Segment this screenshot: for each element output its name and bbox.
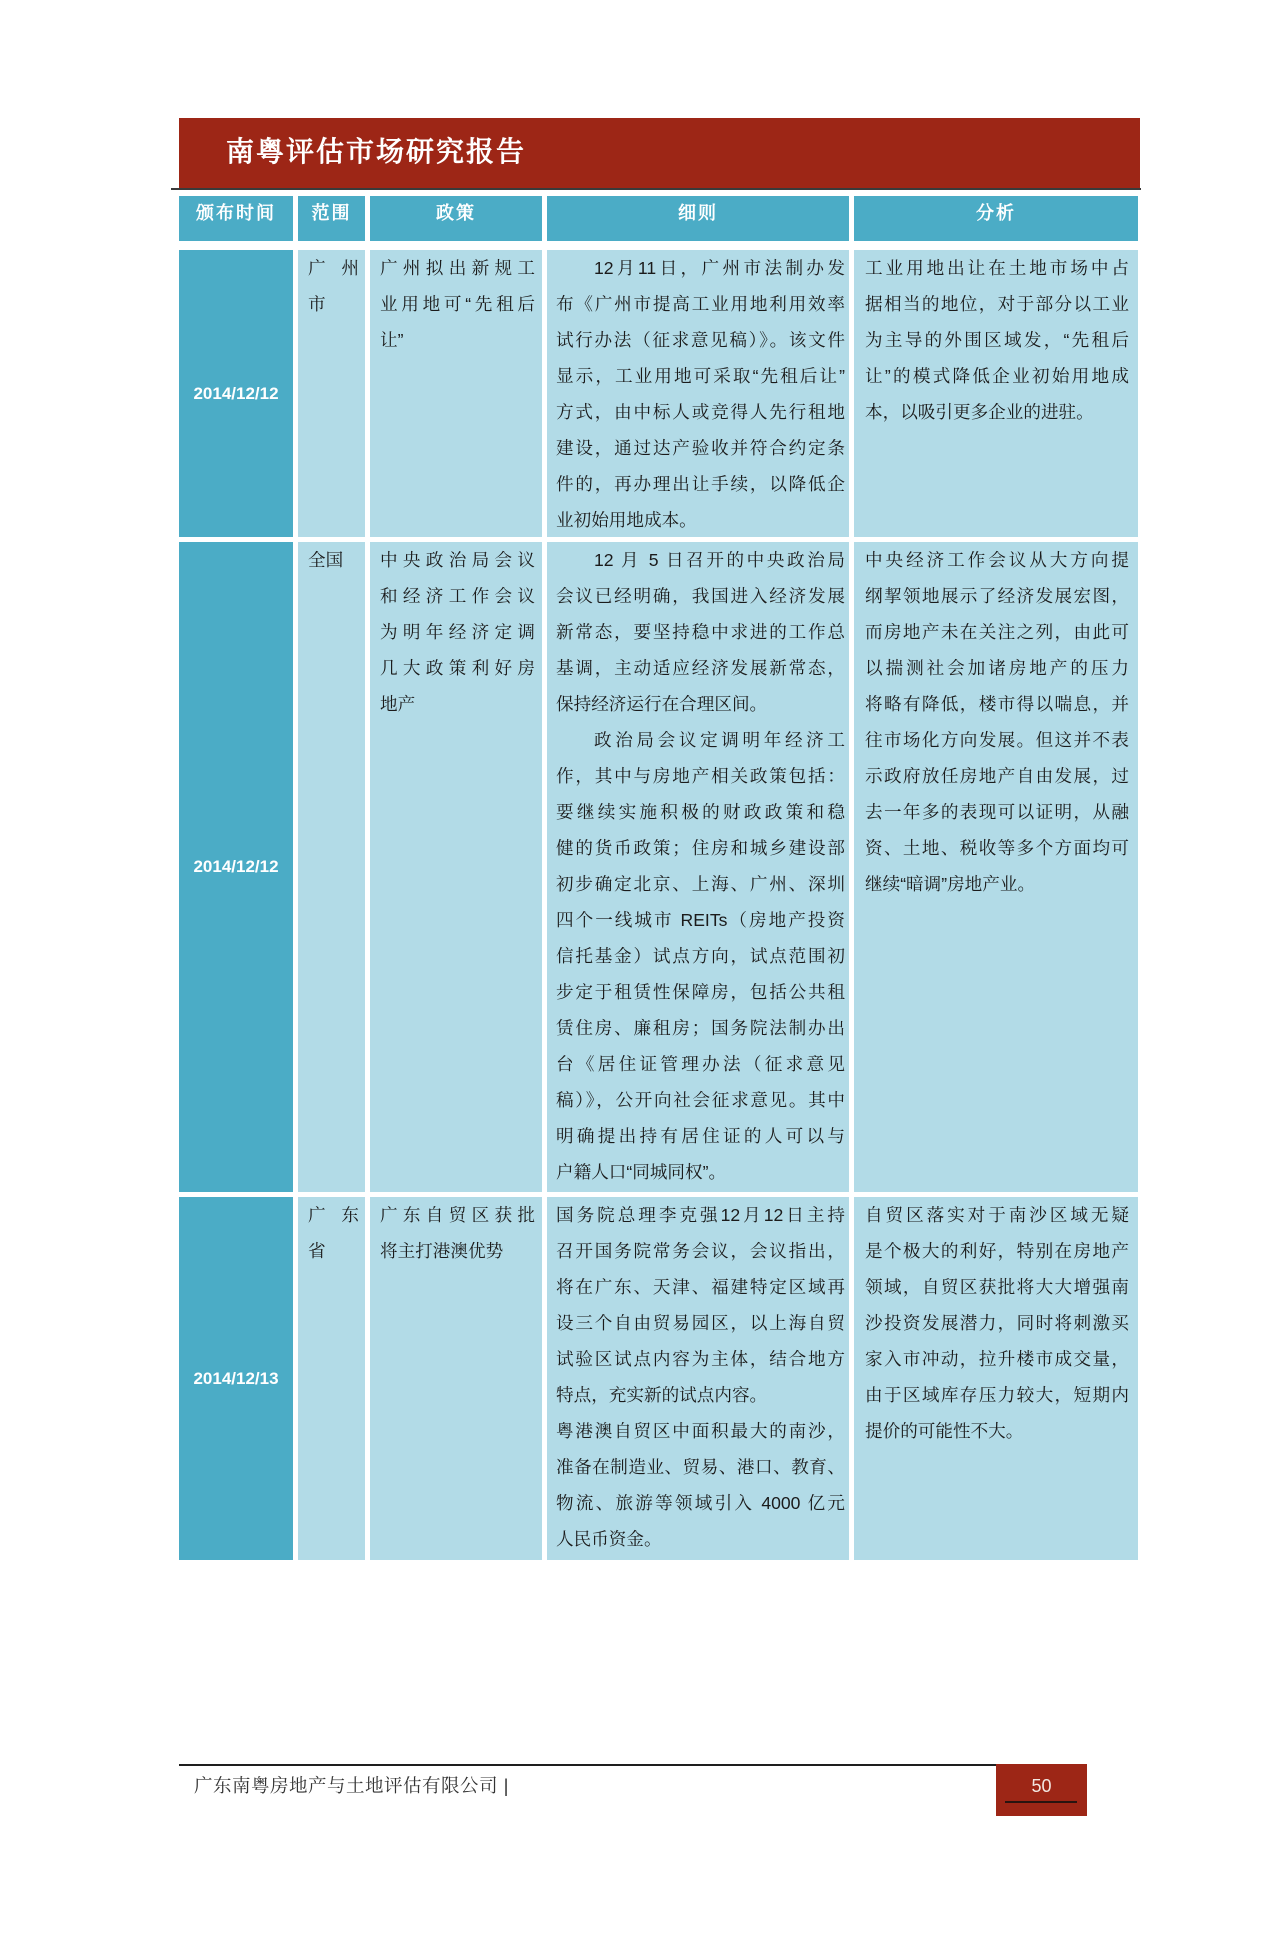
policy-cell xyxy=(370,250,542,537)
policy-cell xyxy=(370,1197,542,1560)
text-line: 试行办法（征求意见稿）》。该文件 xyxy=(556,330,845,350)
page-number-box xyxy=(996,1764,1087,1816)
scope-text xyxy=(308,250,359,322)
detail-paragraph xyxy=(556,1197,845,1413)
text-line: 件的，再办理出让手续，以降低企 xyxy=(556,474,845,494)
text-line: 广州 xyxy=(308,258,359,278)
text-line: 让” xyxy=(380,330,404,350)
detail-paragraph xyxy=(556,542,845,722)
text-line: 示政府放任房地产自由发展，过 xyxy=(865,766,1129,786)
text-line: 健的货币政策；住房和城乡建设部 xyxy=(556,838,845,858)
text-line: 和经济工作会议 xyxy=(380,586,535,606)
text-line: 将在广东、天津、福建特定区域再 xyxy=(556,1277,845,1297)
text-line: 粤港澳自贸区中面积最大的南沙， xyxy=(556,1421,845,1441)
policy-cell xyxy=(370,542,542,1192)
text-line: 保持经济运行在合理区间。 xyxy=(556,694,768,714)
analysis-cell xyxy=(854,1197,1138,1560)
date-cell xyxy=(179,542,293,1192)
column-header-date: 颁布时间 xyxy=(179,196,293,241)
text-line: 为明年经济定调 xyxy=(380,622,535,642)
header-rule xyxy=(171,188,1141,190)
text-line: 让”的模式降低企业初始用地成 xyxy=(865,366,1129,386)
text-line: 工业用地出让在土地市场中占 xyxy=(865,258,1129,278)
text-line: 准备在制造业、贸易、港口、教育、 xyxy=(556,1457,845,1477)
text-line: 物流、旅游等领域引入 4000 亿元 xyxy=(556,1493,845,1513)
date-text: 2014/12/12 xyxy=(193,383,279,403)
column-header-analysis: 分析 xyxy=(854,196,1138,241)
text-line: 要继续实施积极的财政政策和稳 xyxy=(556,802,845,822)
text-line: 省 xyxy=(308,1241,326,1261)
text-line: 而房地产未在关注之列，由此可 xyxy=(865,622,1129,642)
text-line: 稿）》，公开向社会征求意见。其中 xyxy=(556,1090,845,1110)
scope-text xyxy=(308,1197,359,1269)
detail-paragraph xyxy=(556,1413,845,1557)
table-row xyxy=(179,542,1138,1192)
text-line: 建设，通过达产验收并符合约定条 xyxy=(556,438,845,458)
analysis-cell xyxy=(854,542,1138,1192)
text-line: 基调，主动适应经济发展新常态， xyxy=(556,658,845,678)
footer-rule xyxy=(179,1764,996,1766)
text-line: 业用地可“先租后 xyxy=(380,294,535,314)
text-line: 家入市冲动，拉升楼市成交量， xyxy=(865,1349,1129,1369)
date-cell xyxy=(179,1197,293,1560)
text-line: 地产 xyxy=(380,694,416,714)
text-line: 12月11日，广州市法制办发 xyxy=(594,258,845,278)
text-line: 户籍人口“同城同权”。 xyxy=(556,1162,727,1182)
scope-cell xyxy=(298,1197,365,1560)
column-header-policy: 政策 xyxy=(370,196,542,241)
text-line: 台《居住证管理办法（征求意见 xyxy=(556,1054,845,1074)
text-line: 中央经济工作会议从大方向提 xyxy=(865,550,1129,570)
policy-text xyxy=(380,542,535,722)
text-line: 政治局会议定调明年经济工 xyxy=(594,730,845,750)
date-cell xyxy=(179,250,293,537)
detail-cell xyxy=(547,250,849,537)
table-row xyxy=(179,1197,1138,1560)
text-line: 继续“暗调”房地产业。 xyxy=(865,874,1036,894)
column-header-scope: 范围 xyxy=(298,196,365,241)
text-line: 布《广州市提高工业用地利用效率 xyxy=(556,294,845,314)
scope-text xyxy=(308,542,359,578)
text-line: 赁住房、廉租房；国务院法制办出 xyxy=(556,1018,845,1038)
analysis-cell xyxy=(854,250,1138,537)
text-line: 纲挈领地展示了经济发展宏图， xyxy=(865,586,1129,606)
detail-paragraph xyxy=(556,250,845,538)
text-line: 沙投资发展潜力，同时将刺激买 xyxy=(865,1313,1129,1333)
text-line: 广东自贸区获批 xyxy=(380,1205,535,1225)
text-line: 是个极大的利好，特别在房地产 xyxy=(865,1241,1129,1261)
text-line: 本，以吸引更多企业的进驻。 xyxy=(865,402,1094,422)
detail-cell xyxy=(547,542,849,1192)
text-line: 作，其中与房地产相关政策包括： xyxy=(556,766,845,786)
report-title: 南粤评估市场研究报告 xyxy=(226,136,527,167)
scope-cell xyxy=(298,250,365,537)
text-line: 国务院总理李克强12月12日主持 xyxy=(556,1205,845,1225)
policy-table xyxy=(179,196,1138,1560)
detail-cell xyxy=(547,1197,849,1560)
text-line: 领域，自贸区获批将大大增强南 xyxy=(865,1277,1129,1297)
text-line: 为主导的外围区域发，“先租后 xyxy=(865,330,1129,350)
date-text: 2014/12/12 xyxy=(193,857,279,876)
text-line: 试验区试点内容为主体，结合地方 xyxy=(556,1349,845,1369)
policy-text xyxy=(380,250,535,358)
text-line: 资、土地、税收等多个方面均可 xyxy=(865,838,1129,858)
text-line: 自贸区落实对于南沙区域无疑 xyxy=(865,1205,1129,1225)
text-line: 人民币资金。 xyxy=(556,1529,662,1549)
analysis-text xyxy=(865,542,1129,902)
analysis-text xyxy=(865,250,1129,430)
text-line: 将主打港澳优势 xyxy=(380,1241,504,1261)
text-line: 提价的可能性不大。 xyxy=(865,1421,1024,1441)
text-line: 步定于租赁性保障房，包括公共租 xyxy=(556,982,845,1002)
text-line: 广州拟出新规工 xyxy=(380,258,535,278)
page-number-underline xyxy=(1005,1801,1077,1803)
text-line: 据相当的地位，对于部分以工业 xyxy=(865,294,1129,314)
footer-company-name: 广东南粤房地产与土地评估有限公司 | xyxy=(194,1775,509,1796)
text-line: 信托基金）试点方向，试点范围初 xyxy=(556,946,845,966)
analysis-text xyxy=(865,1197,1129,1449)
text-line: 12 月 5 日召开的中央政治局 xyxy=(594,550,845,570)
text-line: 全国 xyxy=(308,550,344,570)
text-line: 新常态，要坚持稳中求进的工作总 xyxy=(556,622,845,642)
text-line: 四个一线城市 REITs（房地产投资 xyxy=(556,910,845,930)
text-line: 中央政治局会议 xyxy=(380,550,535,570)
policy-text xyxy=(380,1197,535,1269)
report-header-banner xyxy=(179,118,1140,188)
text-line: 业初始用地成本。 xyxy=(556,510,697,530)
text-line: 明确提出持有居住证的人可以与 xyxy=(556,1126,845,1146)
text-line: 特点，充实新的试点内容。 xyxy=(556,1385,768,1405)
page-number: 50 xyxy=(1031,1776,1052,1796)
date-text: 2014/12/13 xyxy=(193,1368,279,1388)
text-line: 方式，由中标人或竞得人先行租地 xyxy=(556,402,845,422)
text-line: 以揣测社会加诸房地产的压力 xyxy=(865,658,1129,678)
scope-cell xyxy=(298,542,365,1192)
table-row xyxy=(179,250,1138,537)
text-line: 广东 xyxy=(308,1205,359,1225)
table-header-row xyxy=(179,196,1138,241)
column-header-detail: 细则 xyxy=(547,196,849,241)
text-line: 设三个自由贸易园区，以上海自贸 xyxy=(556,1313,845,1333)
text-line: 往市场化方向发展。但这并不表 xyxy=(865,730,1129,750)
text-line: 初步确定北京、上海、广州、深圳 xyxy=(556,874,845,894)
text-line: 市 xyxy=(308,294,326,314)
text-line: 几大政策利好房 xyxy=(380,658,535,678)
text-line: 由于区域库存压力较大，短期内 xyxy=(865,1385,1129,1405)
detail-paragraph xyxy=(556,722,845,1190)
text-line: 显示，工业用地可采取“先租后让” xyxy=(556,366,845,386)
text-line: 去一年多的表现可以证明，从融 xyxy=(865,802,1129,822)
text-line: 会议已经明确，我国进入经济发展 xyxy=(556,586,845,606)
text-line: 将略有降低，楼市得以喘息，并 xyxy=(865,694,1129,714)
text-line: 召开国务院常务会议，会议指出， xyxy=(556,1241,845,1261)
